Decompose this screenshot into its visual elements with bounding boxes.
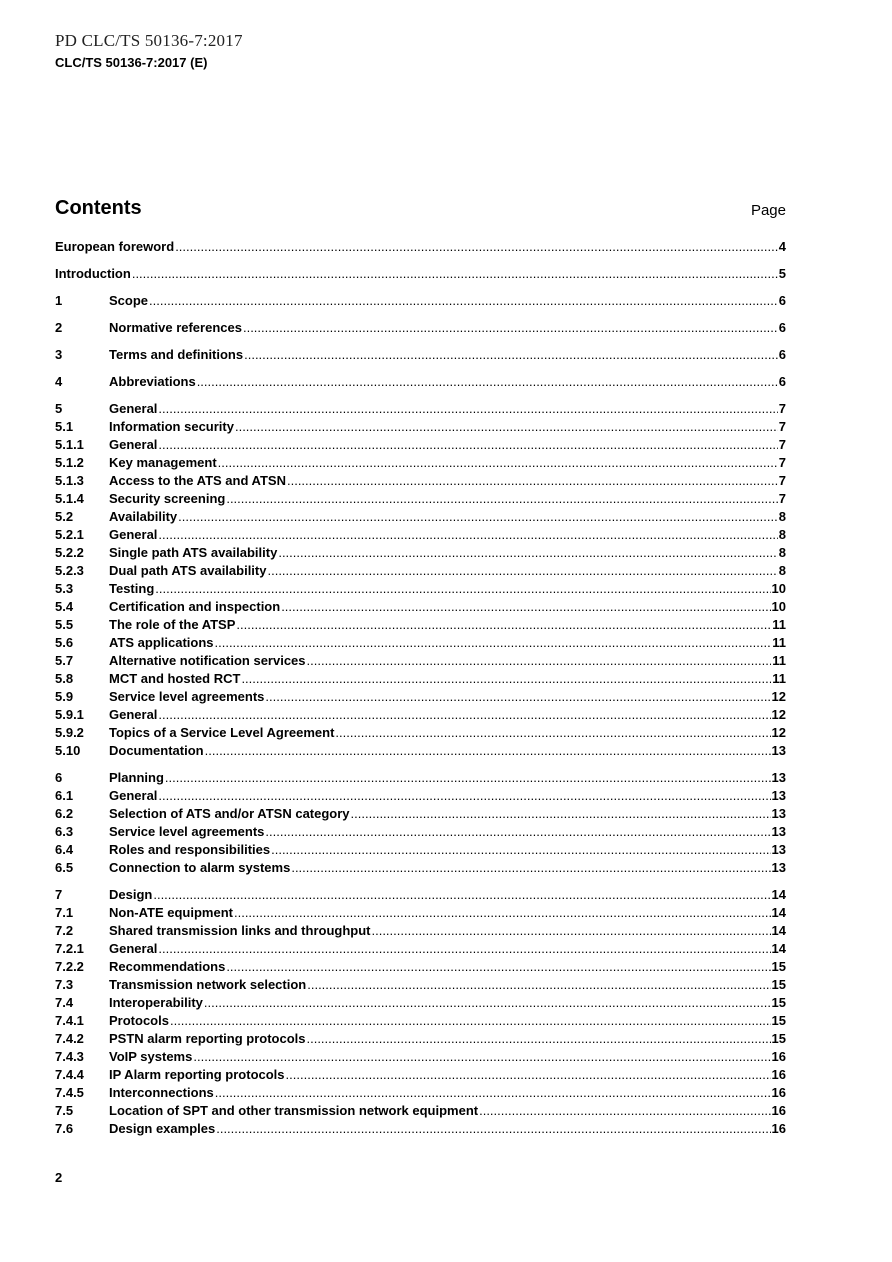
toc-entry-title: European foreword [55,239,175,254]
toc-entry-title: Terms and definitions [109,347,244,362]
toc-entry-number: 5.1 [55,419,74,434]
toc-entry-title: Location of SPT and other transmission network equipment [109,1103,479,1118]
toc-entry[interactable] [55,940,786,958]
toc-entry-page: 15 [771,995,786,1010]
table-of-contents [55,238,786,1138]
toc-entry-page: 8 [778,527,786,542]
toc-entry-page: 11 [772,653,786,668]
toc-entry[interactable] [55,265,786,283]
toc-entry-number: 5.3 [55,581,74,596]
toc-entry[interactable] [55,976,786,994]
toc-entry-number: 7.4 [55,995,74,1010]
toc-entry-title: MCT and hosted RCT [109,671,241,686]
toc-entry[interactable] [55,319,786,337]
toc-entry-number: 5.2.3 [55,563,84,578]
toc-dot-leader [204,994,771,1012]
toc-dot-leader [271,841,770,859]
toc-entry-title: Certification and inspection [109,599,281,614]
toc-entry-number: 7 [55,887,63,902]
toc-entry-page: 7 [778,473,786,488]
toc-entry[interactable] [55,670,786,688]
toc-entry-number: 5.6 [55,635,74,650]
toc-entry-title: Key management [109,455,217,470]
toc-entry[interactable] [55,769,786,787]
toc-entry-title: IP Alarm reporting protocols [109,1067,285,1082]
toc-dot-leader [351,805,771,823]
toc-dot-leader [132,265,778,283]
toc-entry[interactable] [55,1084,786,1102]
toc-entry-page: 16 [771,1121,786,1136]
toc-dot-leader [267,562,777,580]
toc-entry-page: 16 [771,1049,786,1064]
toc-entry-page: 8 [778,509,786,524]
toc-entry-title: Non-ATE equipment [109,905,233,920]
toc-dot-leader [205,742,771,760]
toc-entry[interactable] [55,1048,786,1066]
toc-entry-number: 7.4.3 [55,1049,84,1064]
toc-entry-title: Testing [109,581,155,596]
toc-entry-page: 12 [771,707,786,722]
toc-entry-number: 6.4 [55,842,74,857]
document-id-header: PD CLC/TS 50136-7:2017 [55,31,243,50]
toc-entry[interactable] [55,292,786,310]
toc-entry-title: Connection to alarm systems [109,860,291,875]
toc-entry-number: 6.5 [55,860,74,875]
toc-entry-page: 6 [778,374,786,389]
toc-entry[interactable] [55,373,786,391]
toc-entry-page: 16 [771,1067,786,1082]
toc-entry-title: Interconnections [109,1085,214,1100]
toc-entry-title: The role of the ATSP [109,617,236,632]
toc-dot-leader [286,1066,771,1084]
toc-dot-leader [265,823,770,841]
toc-entry-page: 10 [771,581,786,596]
toc-entry[interactable] [55,634,786,652]
toc-entry[interactable] [55,616,786,634]
toc-entry-number: 5.9 [55,689,74,704]
toc-entry-number: 7.2.2 [55,959,84,974]
toc-entry-title: General [109,527,158,542]
toc-dot-leader [241,670,771,688]
toc-entry[interactable] [55,526,786,544]
toc-entry-page: 5 [778,266,786,281]
toc-entry-number: 5.2 [55,509,74,524]
toc-dot-leader [218,454,778,472]
toc-dot-leader [158,787,770,805]
toc-entry-number: 7.2 [55,923,74,938]
toc-entry[interactable] [55,238,786,256]
toc-entry-page: 7 [778,419,786,434]
toc-entry-page: 10 [771,599,786,614]
toc-entry[interactable] [55,886,786,904]
toc-dot-leader [281,598,770,616]
toc-entry-title: ATS applications [109,635,214,650]
toc-entry-number: 2 [55,320,63,335]
toc-entry-page: 7 [778,401,786,416]
toc-entry-title: Selection of ATS and/or ATSN category [109,806,350,821]
toc-dot-leader [265,688,770,706]
toc-dot-leader [234,904,771,922]
toc-entry-number: 7.4.1 [55,1013,84,1028]
toc-entry[interactable] [55,805,786,823]
toc-entry-page: 13 [771,770,786,785]
toc-entry-number: 5.1.3 [55,473,84,488]
toc-entry-number: 6 [55,770,63,785]
toc-entry[interactable] [55,823,786,841]
toc-entry[interactable] [55,904,786,922]
toc-dot-leader [216,1120,770,1138]
toc-entry[interactable] [55,580,786,598]
toc-entry-page: 13 [771,860,786,875]
toc-entry[interactable] [55,436,786,454]
contents-heading: Contents [55,197,142,219]
toc-entry[interactable] [55,346,786,364]
toc-dot-leader [307,976,770,994]
toc-dot-leader [335,724,770,742]
toc-entry-page: 7 [778,455,786,470]
toc-entry[interactable] [55,598,786,616]
page-number: 2 [55,1170,63,1185]
toc-entry-number: 5.9.2 [55,725,84,740]
toc-entry-page: 14 [771,923,786,938]
toc-dot-leader [306,1030,770,1048]
toc-entry-number: 6.2 [55,806,74,821]
toc-entry-title: Normative references [109,320,242,335]
toc-entry-number: 5.8 [55,671,74,686]
toc-entry-page: 15 [771,959,786,974]
toc-entry-title: Information security [109,419,234,434]
toc-entry[interactable] [55,1066,786,1084]
toc-dot-leader [236,616,771,634]
toc-entry-page: 12 [771,689,786,704]
toc-entry-number: 6.3 [55,824,74,839]
toc-entry-number: 5 [55,401,63,416]
toc-dot-leader [197,373,778,391]
toc-entry-page: 13 [771,806,786,821]
toc-entry-title: Availability [109,509,178,524]
toc-dot-leader [158,706,770,724]
toc-dot-leader [178,508,778,526]
toc-entry[interactable] [55,958,786,976]
toc-entry-number: 5.9.1 [55,707,84,722]
toc-entry[interactable] [55,1120,786,1138]
toc-entry-page: 7 [778,437,786,452]
toc-entry-number: 7.6 [55,1121,74,1136]
toc-entry-title: Service level agreements [109,824,265,839]
toc-dot-leader [243,319,778,337]
toc-entry[interactable] [55,454,786,472]
toc-entry-page: 14 [771,905,786,920]
toc-entry-title: Planning [109,770,164,785]
toc-entry[interactable] [55,688,786,706]
toc-dot-leader [287,472,778,490]
toc-entry-page: 4 [778,239,786,254]
toc-dot-leader [193,1048,770,1066]
toc-dot-leader [149,292,778,310]
toc-entry-number: 5.1.2 [55,455,84,470]
toc-entry[interactable] [55,994,786,1012]
toc-entry-page: 14 [771,941,786,956]
toc-entry-number: 4 [55,374,63,389]
toc-dot-leader [226,490,777,508]
toc-entry[interactable] [55,787,786,805]
toc-dot-leader [307,652,772,670]
toc-entry-title: Roles and responsibilities [109,842,271,857]
toc-entry-title: Dual path ATS availability [109,563,267,578]
toc-entry[interactable] [55,400,786,418]
toc-dot-leader [235,418,778,436]
toc-entry-page: 6 [778,320,786,335]
toc-dot-leader [165,769,771,787]
toc-entry[interactable] [55,562,786,580]
toc-entry-title: General [109,941,158,956]
toc-dot-leader [226,958,770,976]
toc-entry-page: 14 [771,887,786,902]
toc-entry-title: Alternative notification services [109,653,306,668]
toc-entry[interactable] [55,418,786,436]
toc-entry-page: 6 [778,347,786,362]
toc-entry-title: Security screening [109,491,226,506]
page-column-label: Page [750,202,786,219]
toc-entry[interactable] [55,841,786,859]
toc-entry-page: 8 [778,545,786,560]
toc-entry-page: 8 [778,563,786,578]
toc-entry-page: 13 [771,824,786,839]
toc-dot-leader [153,886,770,904]
toc-entry-title: Design [109,887,153,902]
toc-entry-page: 16 [771,1103,786,1118]
toc-entry-number: 5.2.1 [55,527,84,542]
toc-entry-number: 7.4.4 [55,1067,84,1082]
toc-entry[interactable] [55,859,786,877]
toc-entry[interactable] [55,490,786,508]
toc-entry[interactable] [55,742,786,760]
toc-entry-number: 7.2.1 [55,941,84,956]
toc-entry-title: Transmission network selection [109,977,307,992]
toc-entry-title: General [109,437,158,452]
toc-dot-leader [371,922,770,940]
toc-entry-number: 7.3 [55,977,74,992]
toc-entry[interactable] [55,652,786,670]
toc-dot-leader [158,940,770,958]
toc-entry-title: General [109,707,158,722]
toc-entry-title: VoIP systems [109,1049,193,1064]
toc-dot-leader [291,859,770,877]
toc-entry[interactable] [55,724,786,742]
toc-entry[interactable] [55,922,786,940]
toc-entry[interactable] [55,1012,786,1030]
toc-dot-leader [155,580,770,598]
toc-entry-number: 5.1.1 [55,437,84,452]
toc-dot-leader [479,1102,770,1120]
toc-dot-leader [158,526,777,544]
toc-entry-number: 5.2.2 [55,545,84,560]
toc-entry-number: 7.1 [55,905,74,920]
toc-entry-page: 15 [771,1013,786,1028]
toc-entry-title: Topics of a Service Level Agreement [109,725,335,740]
toc-entry-title: General [109,788,158,803]
toc-entry-page: 13 [771,842,786,857]
toc-dot-leader [175,238,778,256]
toc-dot-leader [278,544,777,562]
toc-entry[interactable] [55,472,786,490]
toc-entry-number: 7.4.5 [55,1085,84,1100]
toc-dot-leader [244,346,778,364]
toc-entry-title: Interoperability [109,995,203,1010]
toc-entry-page: 11 [772,671,786,686]
toc-entry-number: 5.1.4 [55,491,84,506]
toc-entry[interactable] [55,508,786,526]
toc-dot-leader [170,1012,771,1030]
toc-entry-number: 3 [55,347,63,362]
toc-entry-number: 7.5 [55,1103,74,1118]
toc-entry-title: Access to the ATS and ATSN [109,473,286,488]
toc-entry-number: 5.4 [55,599,74,614]
toc-entry-number: 5.10 [55,743,81,758]
toc-entry-title: PSTN alarm reporting protocols [109,1031,306,1046]
toc-entry-page: 15 [771,1031,786,1046]
toc-entry-title: Shared transmission links and throughput [109,923,371,938]
toc-entry-title: Design examples [109,1121,216,1136]
toc-entry-page: 13 [771,788,786,803]
toc-entry-title: Recommendations [109,959,226,974]
toc-entry-number: 7.4.2 [55,1031,84,1046]
toc-entry-page: 16 [771,1085,786,1100]
toc-entry-page: 11 [772,635,786,650]
toc-dot-leader [158,400,777,418]
toc-dot-leader [215,1084,771,1102]
toc-entry-title: Single path ATS availability [109,545,278,560]
toc-entry-page: 11 [772,617,786,632]
toc-dot-leader [158,436,777,454]
toc-entry-page: 15 [771,977,786,992]
toc-entry-number: 1 [55,293,63,308]
toc-entry-title: Scope [109,293,149,308]
toc-entry-page: 6 [778,293,786,308]
toc-entry-title: General [109,401,158,416]
toc-entry[interactable] [55,544,786,562]
toc-entry-page: 7 [778,491,786,506]
toc-entry-title: Documentation [109,743,204,758]
toc-entry-number: 5.5 [55,617,74,632]
standard-id-header: CLC/TS 50136-7:2017 (E) [55,55,208,70]
toc-entry-title: Introduction [55,266,131,281]
toc-entry[interactable] [55,1102,786,1120]
toc-entry-page: 12 [771,725,786,740]
toc-entry[interactable] [55,1030,786,1048]
toc-entry-page: 13 [771,743,786,758]
toc-entry[interactable] [55,706,786,724]
toc-entry-number: 6.1 [55,788,74,803]
toc-entry-number: 5.7 [55,653,74,668]
toc-entry-title: Service level agreements [109,689,265,704]
toc-entry-title: Abbreviations [109,374,196,389]
toc-entry-title: Protocols [109,1013,169,1028]
toc-dot-leader [215,634,772,652]
